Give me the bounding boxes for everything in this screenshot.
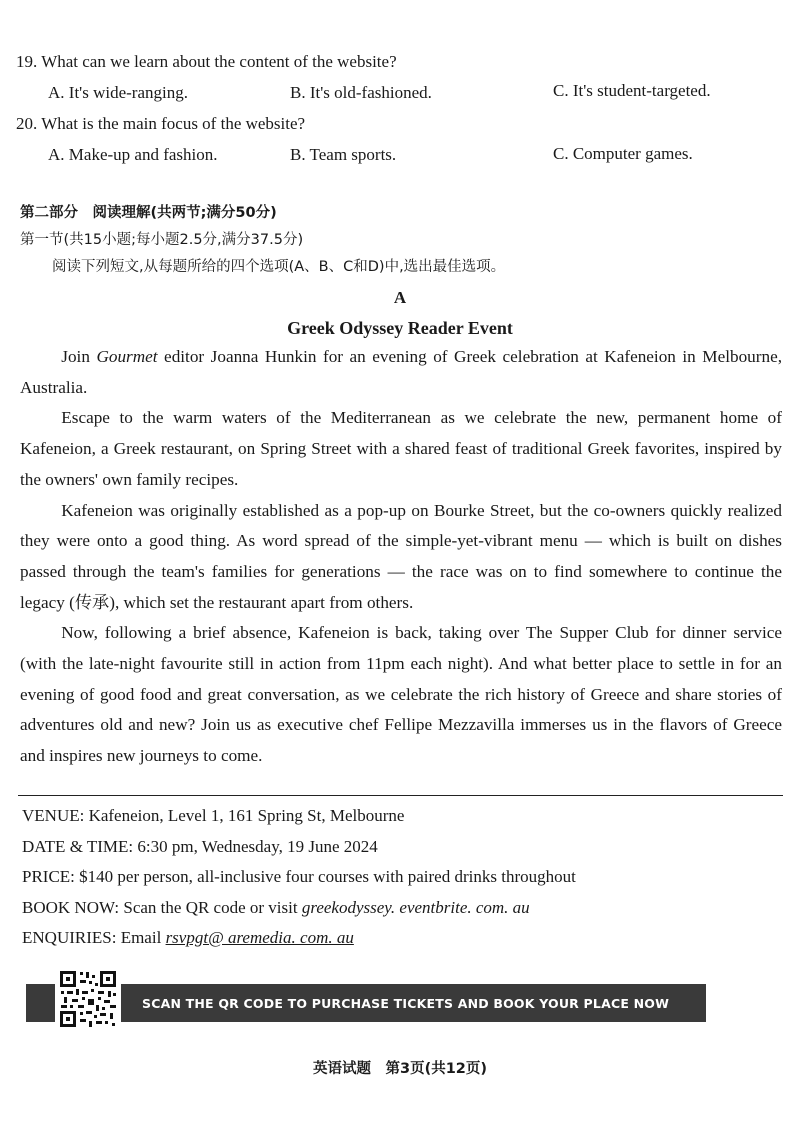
- qr-code-icon[interactable]: [55, 966, 121, 1032]
- book-line: [22, 898, 530, 918]
- venue-label: VENUE:: [22, 806, 85, 825]
- question-19-option-c: C. It's student-targeted.: [553, 81, 711, 100]
- date-value: 6:30 pm, Wednesday, 19 June 2024: [137, 837, 378, 856]
- book-label: BOOK NOW:: [22, 898, 120, 917]
- instruction: 阅读下列短文,从每题所给的四个选项(A、B、C和D)中,选出最佳选项。: [52, 259, 506, 275]
- question-20-option-b: B. Team sports.: [290, 145, 397, 164]
- part-heading: 第二部分 阅读理解(共两节;满分50分): [20, 205, 277, 221]
- venue-value: Kafeneion, Level 1, 161 Spring St, Melbourne: [88, 806, 405, 825]
- paragraph-1: Join Gourmet editor Joanna Hunkin for an evening of Greek celebration at Kafeneion in Melbourne, Australia.: [20, 347, 782, 397]
- date-label: DATE & TIME:: [22, 837, 134, 856]
- paragraph-3: Kafeneion was originally established as a pop-up on Bourke Street, but the co-owners quickly realized they were onto a good thing. As word spread of the simple-yet-vibrant menu — which is built on dishes passed through the team's families for generations — the race was on to find somewhere to continue the legacy (传承), which set the restaurant apart from others.: [20, 500, 782, 612]
- question-19-stem: 19. What can we learn about the content of the website?: [16, 52, 397, 71]
- enquiries-text: Email: [120, 928, 166, 947]
- question-20-option-a: A. Make-up and fashion.: [48, 145, 218, 164]
- date-line: [22, 837, 378, 857]
- passage-body: [20, 342, 782, 772]
- passage-letter: A: [393, 288, 407, 307]
- enquiries-label: ENQUIRIES:: [22, 928, 117, 947]
- page-footer: 英语试题 第3页(共12页): [312, 1061, 488, 1077]
- price-value: $140 per person, all-inclusive four courses with paired drinks throughout: [79, 867, 576, 886]
- question-19-option-b: B. It's old-fashioned.: [290, 83, 432, 102]
- paragraph-2: Escape to the warm waters of the Mediterranean as we celebrate the new, permanent home of Kafeneion, a Greek restaurant, on Spring Street with a shared feast of traditional Greek favorites, inspired by the owners' own family recipes.: [20, 408, 782, 489]
- book-text: Scan the QR code or visit: [123, 898, 302, 917]
- enquiries-line: [22, 928, 354, 948]
- magazine-name: Gourmet: [96, 347, 158, 366]
- question-20-stem: 20. What is the main focus of the website?: [16, 114, 306, 133]
- sub-heading: 第一节(共15小题;每小题2.5分,满分37.5分): [20, 232, 304, 248]
- question-19-option-a: A. It's wide-ranging.: [48, 83, 188, 102]
- enquiries-email-link[interactable]: rsvpgt@ aremedia. com. au: [165, 928, 354, 947]
- passage-title: Greek Odyssey Reader Event: [287, 318, 513, 338]
- question-20-option-c: C. Computer games.: [553, 144, 693, 163]
- venue-line: [22, 806, 404, 826]
- booking-link[interactable]: greekodyssey. eventbrite. com. au: [301, 898, 530, 917]
- price-line: [22, 867, 576, 887]
- banner-text: SCAN THE QR CODE TO PURCHASE TICKETS AND BOOK YOUR PLACE NOW: [142, 996, 670, 1011]
- paragraph-4: Now, following a brief absence, Kafeneion is back, taking over The Supper Club for dinner service (with the late-night favourite still in action from 11pm each night). And what better place to settle in for an evening of good food and great conversation, as we celebrate the rich history of Greece and share stories of adventures old and new? Join us as executive chef Fellipe Mezzavilla immerses us in the flavors of Greece and inspires new journeys to come.: [20, 623, 782, 766]
- price-label: PRICE:: [22, 867, 75, 886]
- divider-rule: [18, 795, 783, 796]
